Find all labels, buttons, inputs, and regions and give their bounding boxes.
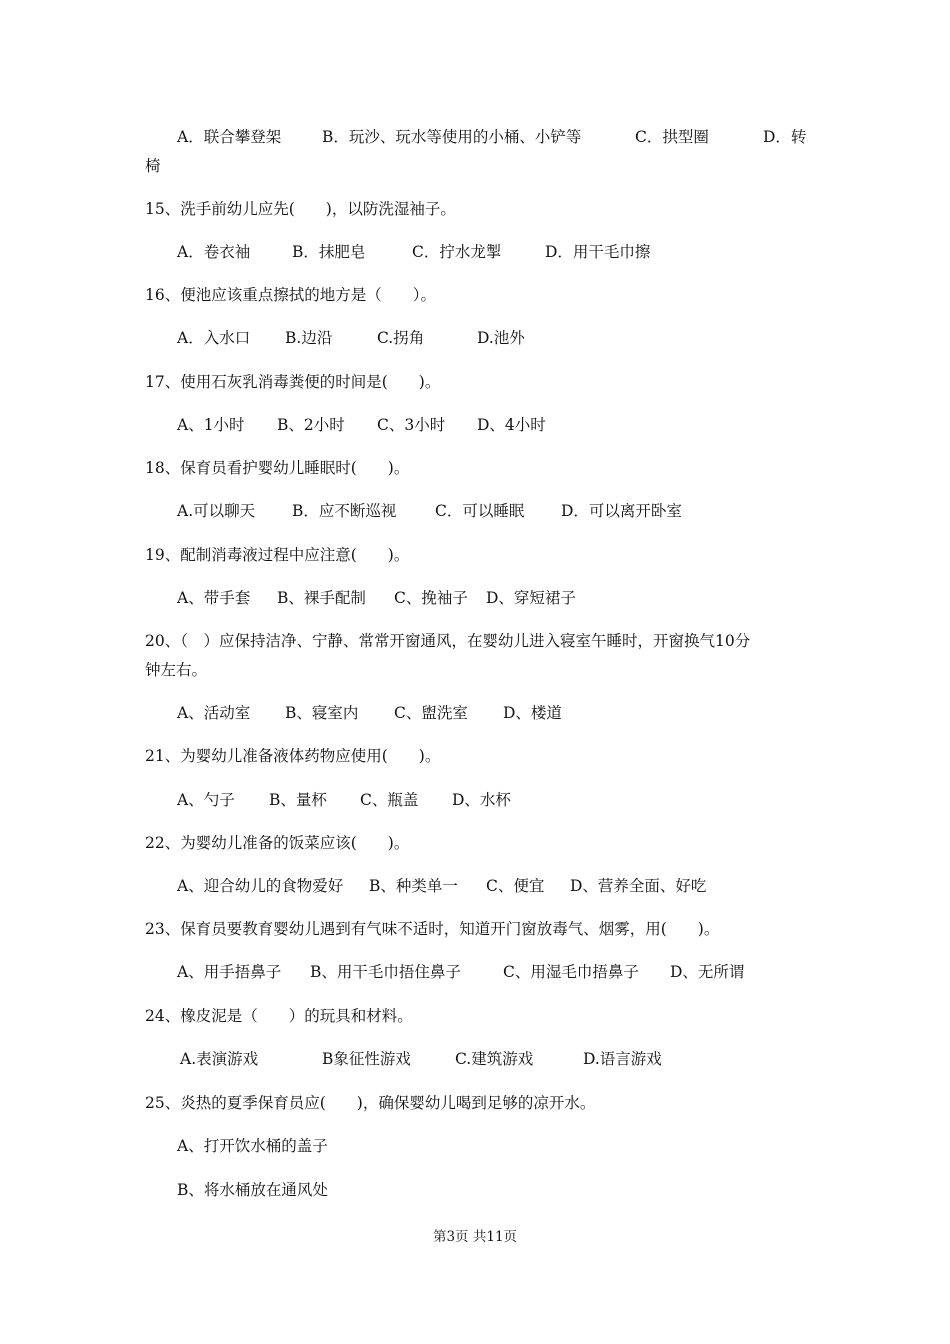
q24-text: 24、橡皮泥是（ ）的玩具和材料。 (145, 1007, 413, 1025)
q19-option-b: B、裸手配制 (277, 589, 366, 607)
q15-option-d: D．用干毛巾擦 (545, 243, 651, 261)
q15-option-b: B．抹肥皂 (292, 243, 366, 261)
q14-option-d: D．转 (763, 128, 807, 146)
q21-option-d: D、水杯 (452, 791, 511, 809)
q20-text-continuation: 钟左右。 (145, 661, 208, 679)
q22-text: 22、为婴幼儿准备的饭菜应该( )。 (145, 834, 410, 852)
q15-option-c: C．拧水龙掣 (412, 243, 502, 261)
page-number-footer: 第3页 共11页 (432, 1229, 518, 1245)
q19-option-a: A、带手套 (177, 589, 251, 607)
q15-option-a: A．卷衣袖 (177, 243, 251, 261)
q18-option-c: C．可以睡眠 (435, 502, 525, 520)
q17-option-c: C、3小时 (377, 416, 446, 434)
q14-option-a: A．联合攀登架 (177, 128, 282, 146)
q17-option-b: B、2小时 (277, 416, 345, 434)
q15-text: 15、洗手前幼儿应先( )，以防洗湿袖子。 (145, 200, 456, 218)
q20-option-d: D、楼道 (503, 704, 562, 722)
q20-text: 20、（ ）应保持洁净、宁静、常常开窗通风，在婴幼儿进入寝室午睡时，开窗换气10分 (145, 632, 751, 650)
q16-option-b: B.边沿 (285, 329, 333, 347)
q23-option-c: C、用湿毛巾捂鼻子 (503, 963, 639, 981)
q21-option-c: C、瓶盖 (360, 791, 419, 809)
q22-option-b: B、种类单一 (369, 877, 458, 895)
q22-option-c: C、便宜 (486, 877, 545, 895)
q21-option-a: A、勺子 (177, 791, 235, 809)
q23-option-b: B、用干毛巾捂住鼻子 (310, 963, 461, 981)
q14-option-c: C．拱型圈 (635, 128, 709, 146)
q18-option-b: B．应不断巡视 (292, 502, 397, 520)
q19-option-c: C、挽袖子 (394, 589, 468, 607)
q24-option-d: D.语言游戏 (583, 1050, 662, 1068)
q20-option-a: A、活动室 (177, 704, 251, 722)
q19-option-d: D、穿短裙子 (486, 589, 576, 607)
q23-option-d: D、无所谓 (670, 963, 745, 981)
q18-text: 18、保育员看护婴幼儿睡眠时( )。 (145, 459, 410, 477)
q18-option-d: D．可以离开卧室 (561, 502, 682, 520)
q20-option-b: B、寝室内 (285, 704, 359, 722)
q16-text: 16、便池应该重点擦拭的地方是（ ）。 (145, 286, 436, 304)
q20-option-c: C、盥洗室 (394, 704, 468, 722)
q17-option-a: A、1小时 (177, 416, 245, 434)
q21-option-b: B、量杯 (269, 791, 327, 809)
q18-option-a: A.可以聊天 (177, 502, 256, 520)
q16-option-c: C.拐角 (377, 329, 425, 347)
q16-option-a: A．入水口 (177, 329, 251, 347)
q23-text: 23、保育员要教育婴幼儿遇到有气味不适时，知道开门窗放毒气、烟雾，用( )。 (145, 920, 720, 938)
q24-option-a: A.表演游戏 (180, 1050, 259, 1068)
q22-option-a: A、迎合幼儿的食物爱好 (177, 877, 344, 895)
q25-option-b: B、将水桶放在通风处 (177, 1181, 328, 1199)
q24-option-b: B象征性游戏 (322, 1050, 411, 1068)
q23-option-a: A、用手捂鼻子 (177, 963, 282, 981)
q17-text: 17、使用石灰乳消毒粪便的时间是( )。 (145, 373, 441, 391)
q25-text: 25、炎热的夏季保育员应( )，确保婴幼儿喝到足够的凉开水。 (145, 1094, 596, 1112)
q16-option-d: D.池外 (477, 329, 525, 347)
q25-option-a: A、打开饮水桶的盖子 (177, 1137, 328, 1155)
q17-option-d: D、4小时 (477, 416, 546, 434)
q24-option-c: C.建筑游戏 (455, 1050, 534, 1068)
q14-option-d-continuation: 椅 (145, 157, 161, 175)
q19-text: 19、配制消毒液过程中应注意( )。 (145, 546, 410, 564)
q14-option-b: B．玩沙、玩水等使用的小桶、小铲等 (322, 128, 582, 146)
q21-text: 21、为婴幼儿准备液体药物应使用( )。 (145, 747, 441, 765)
q22-option-d: D、营养全面、好吃 (570, 877, 707, 895)
